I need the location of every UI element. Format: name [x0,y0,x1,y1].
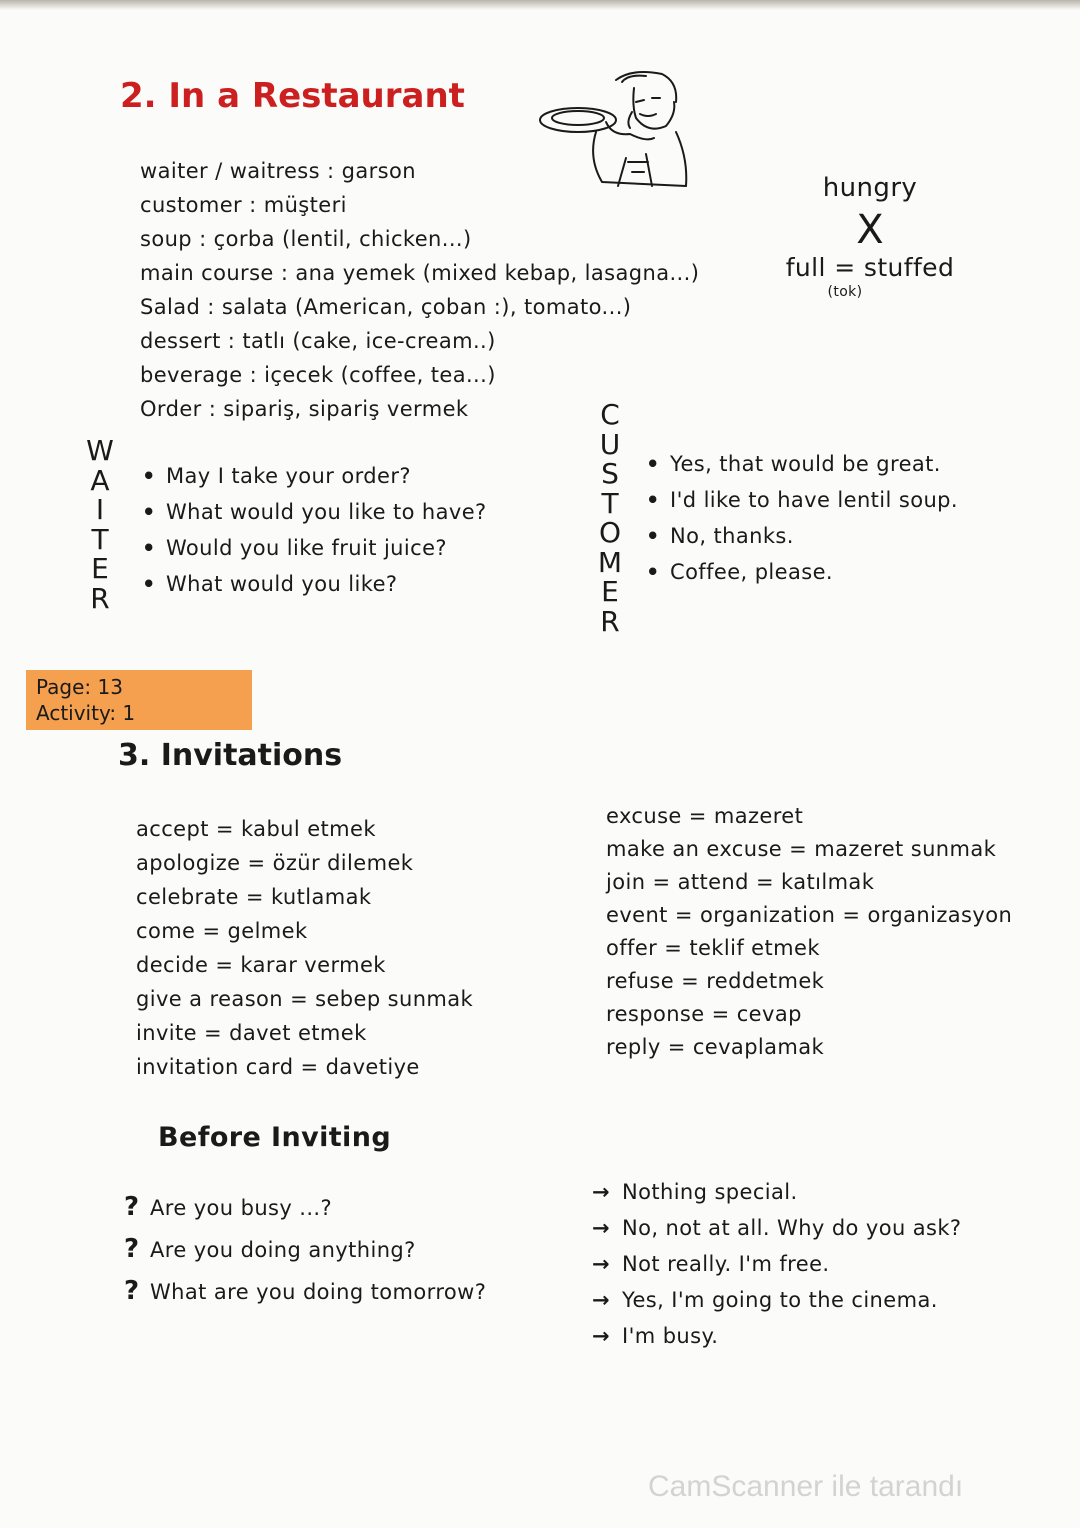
page-activity-tag [26,670,252,730]
vocab-item: event = organization = organizasyon [606,903,1013,927]
waiter-vertical-label [82,436,118,613]
waiter-phrase: • What would you like? [142,566,487,602]
waiter-letter: W [86,434,114,467]
waiter-phrase: • May I take your order? [142,458,487,494]
arrow-right-icon: → [592,1288,610,1312]
vocab-item: invitation card = davetiye [136,1055,420,1079]
question-mark-icon: ? [124,1276,140,1306]
customer-vertical-label [592,400,628,636]
answer-line: → No, not at all. Why do you ask? [592,1210,961,1246]
opposite-top-word: hungry [822,173,918,203]
vocab-item: waiter / waitress : garson [140,159,416,183]
answer-line: → I'm busy. [592,1318,961,1354]
vocab-item: soup : çorba (lentil, chicken...) [140,227,472,251]
arrow-right-icon: → [592,1324,610,1348]
vocab-item: accept = kabul etmek [136,817,376,841]
arrow-right-icon: → [592,1180,610,1204]
invitations-vocab-left [136,812,473,1084]
customer-letter: C [600,398,620,431]
waiter-phrase: • What would you like to have? [142,494,487,530]
inviting-questions [124,1186,486,1312]
vocab-item: join = attend = katılmak [606,870,875,894]
bullet-icon: • [142,572,156,596]
bullet-icon: • [646,452,660,476]
vocab-item: customer : müşteri [140,193,347,217]
vocab-item: dessert : tatlı (cake, ice-cream..) [140,329,496,353]
opposite-cross-mark: X [856,207,884,253]
waiter-letter: R [90,581,110,615]
section-title-restaurant: 2. In a Restaurant [120,76,465,116]
question-mark-icon: ? [124,1234,140,1264]
bullet-icon: • [142,536,156,560]
bullet-icon: • [142,500,156,524]
vocab-item: refuse = reddetmek [606,969,825,993]
customer-letter: R [600,604,620,638]
arrow-right-icon: → [592,1252,610,1276]
customer-letter: M [597,545,623,579]
bullet-icon: • [646,560,660,584]
vocab-item: Salad : salata (American, çoban :), tomato...) [140,295,632,319]
question-line: ? Are you busy ...? [124,1186,486,1228]
bullet-icon: • [142,464,156,488]
page-edge-shadow [0,0,1080,10]
vocab-item: celebrate = kutlamak [136,885,372,909]
answer-line: → Nothing special. [592,1174,961,1210]
answer-line: → Yes, I'm going to the cinema. [592,1282,961,1318]
vocab-item: give a reason = sebep sunmak [136,987,474,1011]
customer-letter: T [601,486,619,520]
vocab-item: decide = karar vermek [136,953,386,977]
waiter-letter: T [91,522,109,556]
vocab-item: offer = teklif etmek [606,936,820,960]
invitations-vocab-right [606,800,1012,1064]
hungry-full-opposites [770,168,970,300]
waiter-phrases [142,458,487,602]
customer-phrase: • No, thanks. [646,518,958,554]
vocab-item: Order : sipariş, sipariş vermek [140,397,469,421]
question-mark-icon: ? [124,1192,140,1222]
customer-phrase: • I'd like to have lentil soup. [646,482,958,518]
customer-letter: O [598,516,622,549]
inviting-answers [592,1174,961,1354]
activity-number-label: Activity: 1 [36,701,136,725]
bullet-icon: • [646,524,660,548]
opposite-note: (tok) [827,284,863,300]
question-line: ? What are you doing tomorrow? [124,1270,486,1312]
vocab-item: invite = davet etmek [136,1021,367,1045]
customer-letter: U [599,427,621,461]
arrow-right-icon: → [592,1216,610,1240]
customer-phrases [646,446,958,590]
waiter-letter: I [95,493,105,526]
restaurant-vocab-list [140,154,699,426]
page-number-label: Page: 13 [36,675,123,699]
waiter-phrase: • Would you like fruit juice? [142,530,487,566]
opposite-bottom-word: full = stuffed [785,253,955,282]
vocab-item: come = gelmek [136,919,308,943]
vocab-item: response = cevap [606,1002,802,1026]
vocab-item: excuse = mazeret [606,804,804,828]
waiter-letter: A [90,463,110,497]
vocab-item: apologize = özür dilemek [136,851,414,875]
vocab-item: reply = cevaplamak [606,1035,825,1059]
bullet-icon: • [646,488,660,512]
customer-letter: S [601,457,619,490]
vocab-item: beverage : içecek (coffee, tea...) [140,363,496,387]
customer-letter: E [601,575,619,608]
customer-phrase: • Coffee, please. [646,554,958,590]
scanner-watermark: CamScanner ile tarandı [648,1470,964,1503]
vocab-item: make an excuse = mazeret sunmak [606,837,997,861]
customer-phrase: • Yes, that would be great. [646,446,958,482]
question-line: ? Are you doing anything? [124,1228,486,1270]
section-title-invitations: 3. Invitations [118,738,343,773]
before-inviting-heading: Before Inviting [158,1122,392,1153]
answer-line: → Not really. I'm free. [592,1246,961,1282]
waiter-letter: E [91,552,109,585]
vocab-item: main course : ana yemek (mixed kebap, lasagna...) [140,261,700,285]
